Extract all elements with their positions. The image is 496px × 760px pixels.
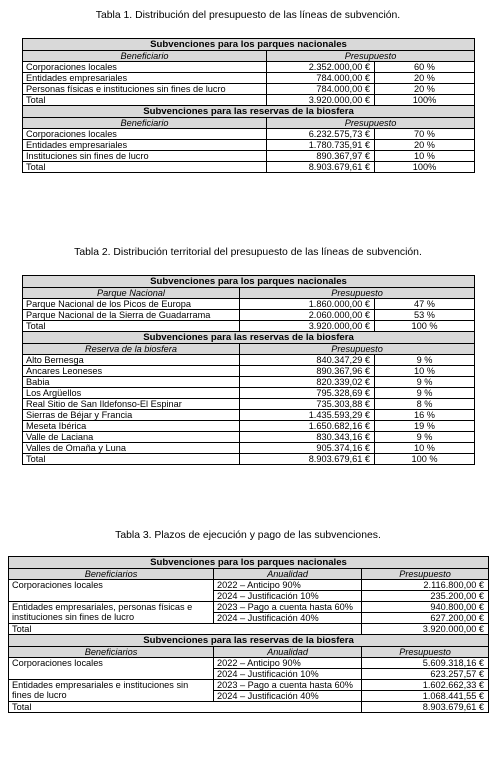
budget-cell: 627.200,00 €: [362, 613, 489, 624]
amount-cell: 1.435.593,29 €: [240, 410, 375, 421]
amount-cell: 784.000,00 €: [267, 84, 375, 95]
amount-cell: 820.339,02 €: [240, 377, 375, 388]
budget-cell: 5.609.318,16 €: [362, 658, 489, 669]
table-row: [23, 310, 475, 321]
column-header-presupuesto: Presupuesto: [362, 569, 489, 580]
amount-cell: 2.060.000,00 €: [240, 310, 375, 321]
percent-cell: 53 %: [375, 310, 475, 321]
amount-cell: 8.903.679,61 €: [240, 454, 375, 465]
table-row: [23, 73, 475, 84]
column-header-presupuesto: Presupuesto: [240, 288, 475, 299]
label-cell: Valle de Laciana: [23, 432, 240, 443]
table-row: [23, 432, 475, 443]
label-cell: Ancares Leoneses: [23, 366, 240, 377]
section-title: Subvenciones para las reservas de la biosfera: [23, 106, 475, 118]
percent-cell: 60 %: [375, 62, 475, 73]
amount-cell: 3.920.000,00 €: [240, 321, 375, 332]
column-header-presupuesto: Presupuesto: [362, 647, 489, 658]
percent-cell: 16 %: [375, 410, 475, 421]
percent-cell: 19 %: [375, 421, 475, 432]
amount-cell: 2.352.000,00 €: [267, 62, 375, 73]
label-cell: Entidades empresariales: [23, 73, 267, 84]
column-header-anualidad: Anualidad: [214, 647, 362, 658]
label-cell: Sierras de Béjar y Francia: [23, 410, 240, 421]
table-row: [23, 421, 475, 432]
table-row: [23, 410, 475, 421]
label-cell: Corporaciones locales: [23, 129, 267, 140]
amount-cell: 1.780.735,91 €: [267, 140, 375, 151]
percent-cell: 8 %: [375, 399, 475, 410]
label-cell: Total: [23, 321, 240, 332]
table-row: [23, 454, 475, 465]
percent-cell: 100 %: [375, 321, 475, 332]
column-header-anualidad: Anualidad: [214, 569, 362, 580]
total-value: 8.903.679,61 €: [362, 702, 489, 713]
label-cell: Total: [23, 95, 267, 106]
annuity-cell: 2024 – Justificación 40%: [214, 691, 362, 702]
table3: [8, 556, 489, 713]
percent-cell: 10 %: [375, 151, 475, 162]
label-cell: Corporaciones locales: [23, 62, 267, 73]
table-row: [23, 151, 475, 162]
amount-cell: 6.232.575,73 €: [267, 129, 375, 140]
table1: [22, 38, 475, 173]
table-row: [23, 62, 475, 73]
amount-cell: 905.374,16 €: [240, 443, 375, 454]
table1-caption: Tabla 1. Distribución del presupuesto de las líneas de subvención.: [95, 10, 401, 21]
beneficiary-cell: Corporaciones locales: [9, 658, 214, 680]
amount-cell: 784.000,00 €: [267, 73, 375, 84]
section-title: Subvenciones para los parques nacionales: [23, 276, 475, 288]
annuity-cell: 2024 – Justificación 40%: [214, 613, 362, 624]
budget-cell: 940.800,00 €: [362, 602, 489, 613]
percent-cell: 9 %: [375, 377, 475, 388]
table-row: [23, 321, 475, 332]
total-value: 3.920.000,00 €: [362, 624, 489, 635]
column-header-name: Beneficiario: [23, 118, 267, 129]
amount-cell: 1.650.682,16 €: [240, 421, 375, 432]
amount-cell: 735.303,88 €: [240, 399, 375, 410]
label-cell: Babia: [23, 377, 240, 388]
annuity-cell: 2024 – Justificación 10%: [214, 669, 362, 680]
percent-cell: 10 %: [375, 443, 475, 454]
label-cell: Total: [23, 454, 240, 465]
column-header-name: Reserva de la biosfera: [23, 344, 240, 355]
percent-cell: 10 %: [375, 366, 475, 377]
percent-cell: 9 %: [375, 355, 475, 366]
budget-cell: 623.257,57 €: [362, 669, 489, 680]
percent-cell: 100%: [375, 162, 475, 173]
label-cell: Personas físicas e instituciones sin fines de lucro: [23, 84, 267, 95]
table-row: [23, 95, 475, 106]
amount-cell: 890.367,96 €: [240, 366, 375, 377]
column-header-beneficiarios: Beneficiarios: [9, 569, 214, 580]
table-row: [23, 299, 475, 310]
annuity-cell: 2023 – Pago a cuenta hasta 60%: [214, 680, 362, 691]
percent-cell: 20 %: [375, 84, 475, 95]
budget-cell: 235.200,00 €: [362, 591, 489, 602]
percent-cell: 20 %: [375, 73, 475, 84]
column-header-presupuesto: Presupuesto: [240, 344, 475, 355]
percent-cell: 20 %: [375, 140, 475, 151]
section-title: Subvenciones para los parques nacionales: [9, 557, 489, 569]
percent-cell: 9 %: [375, 432, 475, 443]
amount-cell: 840.347,29 €: [240, 355, 375, 366]
section-title: Subvenciones para las reservas de la biosfera: [9, 635, 489, 647]
total-label: Total: [9, 624, 362, 635]
label-cell: Real Sitio de San Ildefonso-El Espinar: [23, 399, 240, 410]
beneficiary-cell: Entidades empresariales, personas físicas e instituciones sin fines de lucro: [9, 602, 214, 624]
percent-cell: 100%: [375, 95, 475, 106]
amount-cell: 8.903.679,61 €: [267, 162, 375, 173]
table3-caption: Tabla 3. Plazos de ejecución y pago de las subvenciones.: [115, 530, 381, 541]
annuity-cell: 2023 – Pago a cuenta hasta 60%: [214, 602, 362, 613]
budget-cell: 1.602.662,33 €: [362, 680, 489, 691]
table-row: [23, 140, 475, 151]
annuity-cell: 2022 – Anticipo 90%: [214, 580, 362, 591]
percent-cell: 70 %: [375, 129, 475, 140]
amount-cell: 795.328,69 €: [240, 388, 375, 399]
table-row: [23, 388, 475, 399]
label-cell: Parque Nacional de la Sierra de Guadarrama: [23, 310, 240, 321]
table-row: [23, 129, 475, 140]
amount-cell: 3.920.000,00 €: [267, 95, 375, 106]
label-cell: Parque Nacional de los Picos de Europa: [23, 299, 240, 310]
column-header-presupuesto: Presupuesto: [267, 51, 475, 62]
table-row: [23, 355, 475, 366]
percent-cell: 9 %: [375, 388, 475, 399]
table2: [22, 275, 475, 465]
amount-cell: 1.860.000,00 €: [240, 299, 375, 310]
section-title: Subvenciones para los parques nacionales: [23, 39, 475, 51]
section-title: Subvenciones para las reservas de la biosfera: [23, 332, 475, 344]
beneficiary-cell: Corporaciones locales: [9, 580, 214, 602]
label-cell: Valles de Omaña y Luna: [23, 443, 240, 454]
table-row: [23, 366, 475, 377]
percent-cell: 47 %: [375, 299, 475, 310]
label-cell: Meseta Ibérica: [23, 421, 240, 432]
budget-cell: 1.068.441,55 €: [362, 691, 489, 702]
table-row: [23, 84, 475, 95]
amount-cell: 830.343,16 €: [240, 432, 375, 443]
column-header-presupuesto: Presupuesto: [267, 118, 475, 129]
column-header-name: Parque Nacional: [23, 288, 240, 299]
table-row: [23, 162, 475, 173]
beneficiary-cell: Entidades empresariales e instituciones sin fines de lucro: [9, 680, 214, 702]
column-header-name: Beneficiario: [23, 51, 267, 62]
table-row: [23, 399, 475, 410]
table-row: [23, 443, 475, 454]
amount-cell: 890.367,97 €: [267, 151, 375, 162]
percent-cell: 100 %: [375, 454, 475, 465]
annuity-cell: 2022 – Anticipo 90%: [214, 658, 362, 669]
label-cell: Los Argüellos: [23, 388, 240, 399]
budget-cell: 2.116.800,00 €: [362, 580, 489, 591]
table-row: [23, 377, 475, 388]
label-cell: Total: [23, 162, 267, 173]
label-cell: Alto Bernesga: [23, 355, 240, 366]
column-header-beneficiarios: Beneficiarios: [9, 647, 214, 658]
table2-caption: Tabla 2. Distribución territorial del presupuesto de las líneas de subvención.: [74, 247, 422, 258]
total-label: Total: [9, 702, 362, 713]
annuity-cell: 2024 – Justificación 10%: [214, 591, 362, 602]
label-cell: Entidades empresariales: [23, 140, 267, 151]
label-cell: Instituciones sin fines de lucro: [23, 151, 267, 162]
